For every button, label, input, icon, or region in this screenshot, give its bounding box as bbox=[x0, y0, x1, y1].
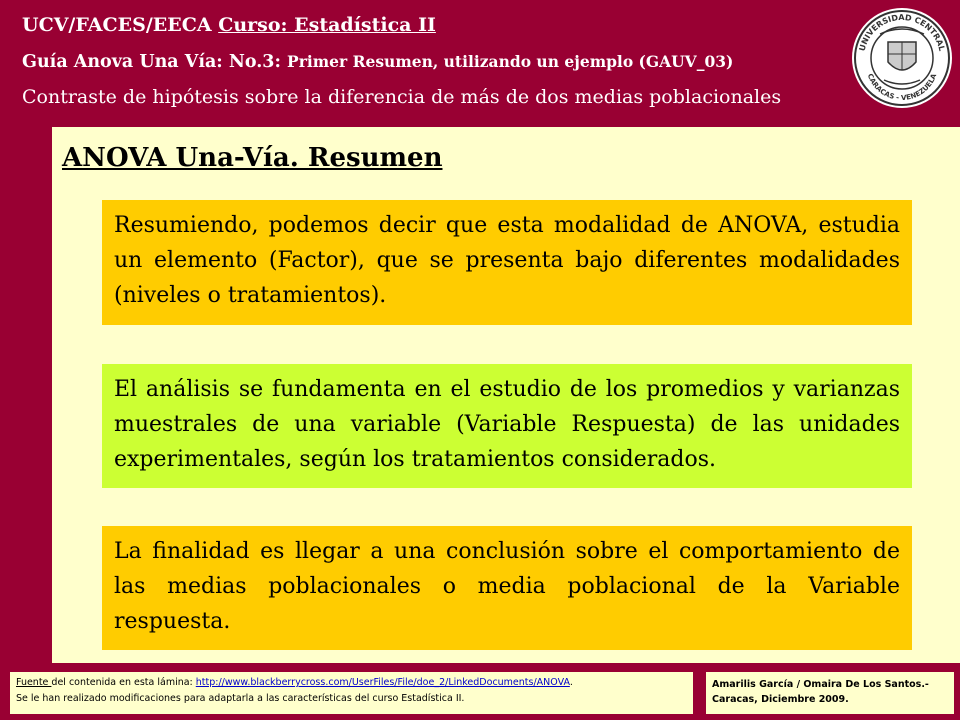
footer-place-date: Caracas, Diciembre 2009. bbox=[712, 693, 849, 705]
footer-source-line bbox=[16, 675, 687, 691]
slide-title: ANOVA Una-Vía. Resumen bbox=[62, 143, 443, 173]
footer-authors-names: Amarilis García / Omaira De Los Santos.- bbox=[712, 679, 929, 690]
header-institution: UCV/FACES/EECA bbox=[22, 14, 219, 36]
header-guide-subtitle: Primer Resumen, utilizando un ejemplo (GAUV_03) bbox=[287, 52, 734, 71]
footer-source-text: del contenida en esta lámina: bbox=[51, 677, 196, 688]
header-course: Curso: Estadística II bbox=[218, 14, 436, 36]
footer-source bbox=[10, 672, 693, 714]
header-course-line bbox=[22, 14, 436, 36]
footer-authors bbox=[706, 672, 954, 714]
header-topic: Contraste de hipótesis sobre la diferencia de más de dos medias poblacionales bbox=[22, 86, 782, 108]
seal-top-text: UNIVERSIDAD CENTRAL bbox=[857, 12, 947, 52]
summary-box-analysis: El análisis se fundamenta en el estudio de los promedios y varianzas muestrales de una variable (Variable Respuesta) de las unidades experimentales, según los tratamientos considerados. bbox=[102, 364, 912, 488]
summary-box-goal: La finalidad es llegar a una conclusión sobre el comportamiento de las medias poblacionales o media poblacional de la Variable respuesta. bbox=[102, 526, 912, 650]
header-guide-line bbox=[22, 52, 733, 72]
university-seal-logo bbox=[850, 6, 954, 110]
footer-source-label: Fuente bbox=[16, 677, 52, 688]
footer-note: Se le han realizado modificaciones para adaptarla a las características del curso Estadística II. bbox=[16, 692, 465, 704]
summary-box-factor: Resumiendo, podemos decir que esta modalidad de ANOVA, estudia un elemento (Factor), que se presenta bajo diferentes modalidades (niveles o tratamientos). bbox=[102, 200, 912, 325]
footer-source-link[interactable]: http://www.blackberrycross.com/UserFiles/File/doe_2/LinkedDocuments/ANOVA bbox=[195, 677, 570, 688]
footer-source-end: . bbox=[569, 677, 573, 688]
header-guide-title: Guía Anova Una Vía: No.3: bbox=[22, 52, 288, 72]
seal-bottom-text: CARACAS - VENEZUELA bbox=[865, 72, 939, 103]
